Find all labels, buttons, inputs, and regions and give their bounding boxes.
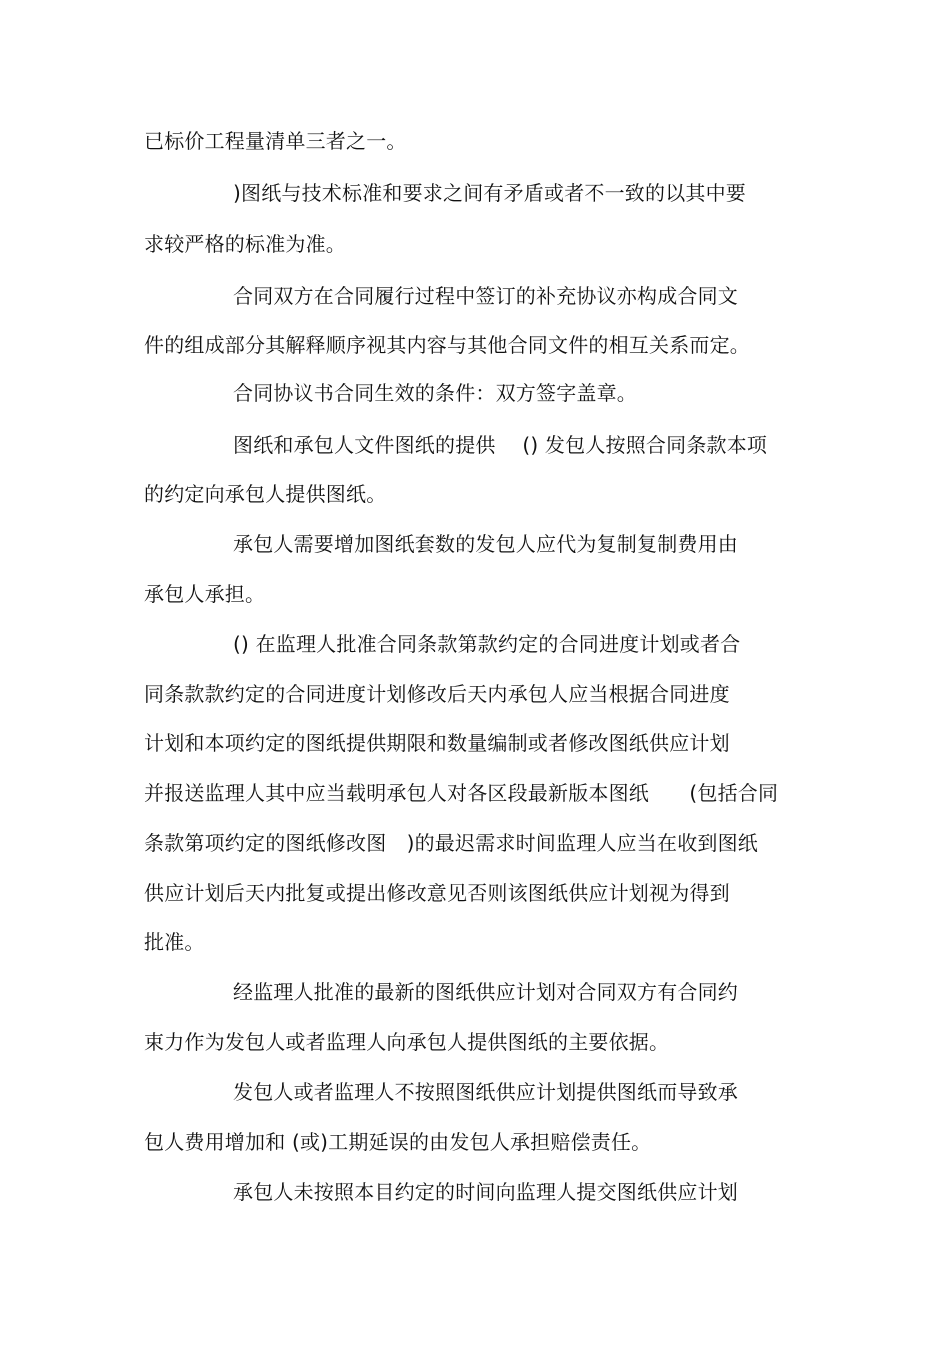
text-line: 条款第项约定的图纸修改图 )的最迟需求时间监理人应当在收到图纸 (144, 831, 759, 855)
text-line: 的约定向承包人提供图纸。 (144, 482, 387, 506)
text-line: 件的组成部分其解释顺序视其内容与其他合同文件的相互关系而定。 (144, 333, 750, 357)
text-line: 包人费用增加和 (或)工期延误的由发包人承担赔偿责任。 (144, 1130, 652, 1154)
text-line: 已标价工程量清单三者之一。 (144, 129, 407, 153)
text-line: 供应计划后天内批复或提出修改意见否则该图纸供应计划视为得到 (144, 881, 730, 905)
text-line: 求较严格的标准为准。 (144, 232, 346, 256)
text-line: () 在监理人批准合同条款第款约定的合同进度计划或者合 (233, 632, 741, 656)
text-line: 承包人承担。 (144, 582, 266, 606)
text-line: 束力作为发包人或者监理人向承包人提供图纸的主要依据。 (144, 1030, 670, 1054)
text-line: 承包人未按照本目约定的时间向监理人提交图纸供应计划 (233, 1180, 738, 1204)
text-line: 图纸和承包人文件图纸的提供 () 发包人按照合同条款本项 (233, 433, 768, 457)
text-line: 计划和本项约定的图纸提供期限和数量编制或者修改图纸供应计划 (144, 731, 730, 755)
text-line: 经监理人批准的最新的图纸供应计划对合同双方有合同约 (233, 980, 738, 1004)
text-line: 合同双方在合同履行过程中签订的补充协议亦构成合同文 (233, 284, 738, 308)
text-line: 并报送监理人其中应当载明承包人对各区段最新版本图纸 (包括合同 (144, 781, 779, 805)
text-line: 同条款款约定的合同进度计划修改后天内承包人应当根据合同进度 (144, 682, 730, 706)
text-line: )图纸与技术标准和要求之间有矛盾或者不一致的以其中要 (233, 181, 747, 205)
text-line: 发包人或者监理人不按照图纸供应计划提供图纸而导致承 (233, 1080, 738, 1104)
text-line: 承包人需要增加图纸套数的发包人应代为复制复制费用由 (233, 532, 738, 556)
text-line: 合同协议书合同生效的条件：双方签字盖章。 (233, 381, 637, 405)
text-line: 批准。 (144, 930, 205, 954)
